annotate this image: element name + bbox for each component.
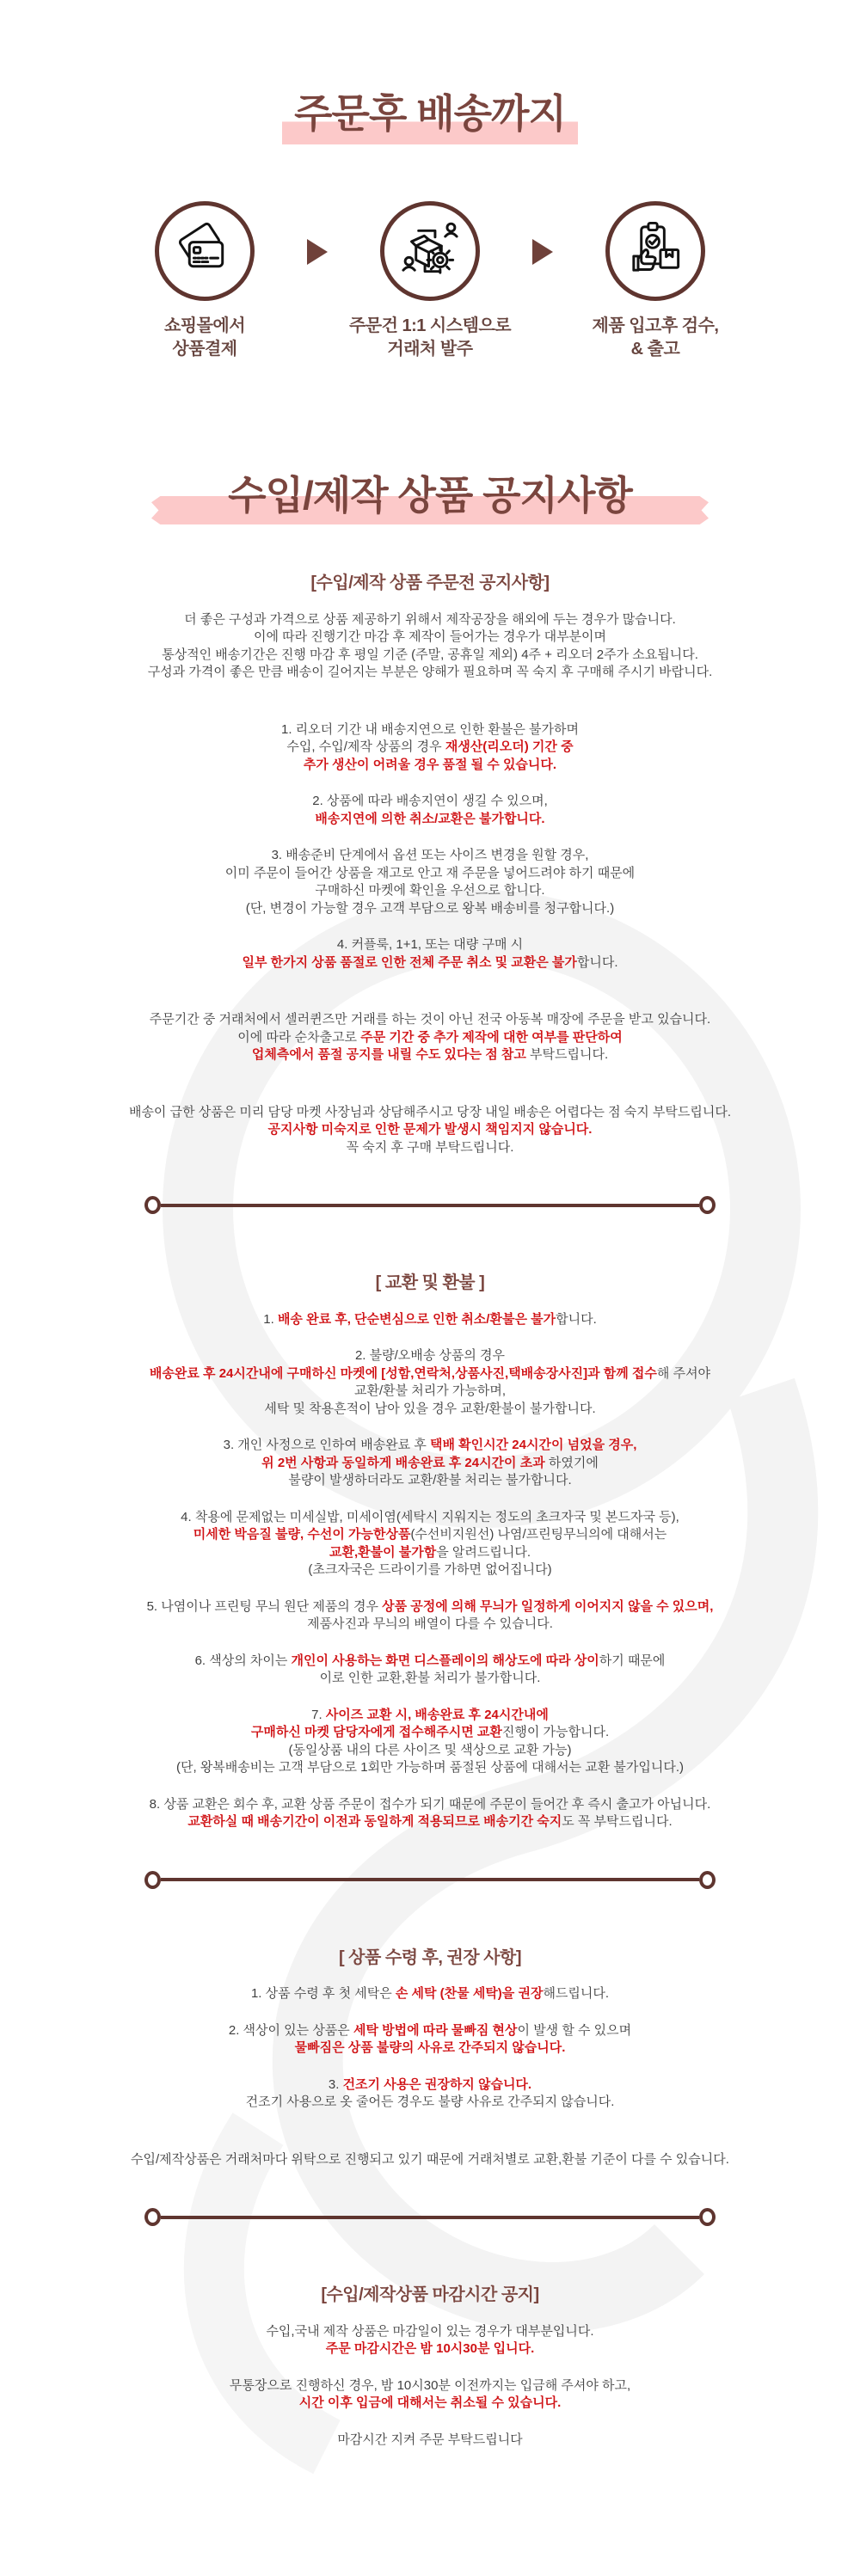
text-line <box>0 882 860 900</box>
text-segment: 이미 주문이 들어간 상품을 재고로 안고 재 주문을 넣어드려야 하기 때문에 <box>224 865 636 880</box>
text-segment: 1. <box>263 1311 278 1327</box>
text-line <box>0 1985 860 2003</box>
text-line <box>0 811 860 829</box>
red-text-segment: 개인이 사용하는 화면 디스플레이의 해상도에 따라 상이 <box>291 1653 599 1668</box>
notice-sections <box>0 574 860 2449</box>
text-segment: 세탁 및 착용흔적이 남아 있을 경우 교환/환불이 불가합니다. <box>264 1401 596 1416</box>
text-segment: 3. 개인 사정으로 인하여 배송완료 후 <box>223 1438 430 1452</box>
section-exchange-refund <box>0 1274 860 1831</box>
text-line <box>0 1670 860 1688</box>
text-line <box>0 954 860 972</box>
red-text-segment: 시간 이후 입금에 대해서는 취소될 수 있습니다. <box>298 2395 562 2410</box>
section-deadline-notice <box>0 2286 860 2449</box>
text-segment: 수입,국내 제작 상품은 마감일이 있는 경우가 대부분입니다. <box>266 2323 594 2339</box>
text-segment: 구성과 가격이 좋은 만큼 배송이 길어지는 부분은 양해가 필요하며 꼭 숙지 후 구매해 주시기 바랍니다. <box>147 665 713 679</box>
order-system-icon <box>398 219 462 283</box>
text-segment: 7. <box>311 1707 326 1722</box>
text-line <box>0 1437 860 1455</box>
text-segment: (동일상품 내의 다른 사이즈 및 색상으로 교환 가능) <box>288 1742 572 1757</box>
step-label: 주문건 1:1 시스템으로 거래처 발주 <box>348 316 512 359</box>
text-line <box>0 1509 860 1527</box>
section-heading: [ 상품 수령 후, 권장 사항] <box>338 1947 522 1967</box>
text-segment: 4. 착용에 문제없는 미세실밥, 미세이염(세탁시 지워지는 정도의 초크자국 및 본드자국 등), <box>181 1509 679 1524</box>
text-line <box>0 2094 860 2112</box>
section-heading: [ 교환 및 환불 ] <box>375 1273 485 1292</box>
text-segment: (초크자국은 드라이기를 가하면 없어집니다) <box>308 1562 552 1577</box>
text-segment: 3. 배송준비 단계에서 옵션 또는 사이즈 변경을 원할 경우, <box>271 848 589 862</box>
page-title-highlight: 주문후 배송까지 <box>282 91 578 144</box>
text-line <box>0 757 860 775</box>
text-line <box>0 1011 860 1029</box>
text-line <box>0 1029 860 1047</box>
notice-block <box>0 793 860 828</box>
red-text-segment: 배송지연에 의한 취소/교환은 불가합니다. <box>315 811 545 826</box>
red-text-segment: 사이즈 교환 시, 배송완료 후 24시간내에 <box>325 1707 549 1722</box>
text-line <box>0 611 860 629</box>
text-segment: 꼭 숙지 후 구매 부탁드립니다. <box>346 1139 514 1155</box>
red-text-segment: 공지사항 미숙지로 인한 문제가 발생시 책임지지 않습니다. <box>267 1122 593 1137</box>
text-line <box>0 2323 860 2341</box>
section-divider <box>144 1196 716 1214</box>
text-line <box>0 1139 860 1157</box>
text-segment: 6. 색상의 차이는 <box>194 1653 292 1668</box>
text-segment: 4. 커플룩, 1+1, 또는 대량 구매 시 <box>336 937 524 952</box>
text-segment: 수입, 수입/제작 상품의 경우 <box>286 739 445 754</box>
red-text-segment: 일부 한가지 상품 품절로 인한 전체 주문 취소 및 교환은 불가 <box>242 954 577 970</box>
red-text-segment: 주문 기간 중 추가 제작에 대한 여부를 판단하여 <box>360 1029 623 1045</box>
text-line <box>0 1598 860 1616</box>
order-process-steps <box>0 201 860 361</box>
text-line <box>0 2151 860 2169</box>
text-line <box>0 1561 860 1579</box>
text-segment: 이 발생 할 수 있으며 <box>517 2022 632 2038</box>
divider-ring-icon <box>699 2208 716 2226</box>
divider-ring-icon <box>699 1871 716 1889</box>
text-segment: 해드립니다. <box>543 1986 610 2001</box>
text-segment: 무통장으로 진행하신 경우, 밤 10시30분 이전까지는 입금해 주셔야 하고, <box>229 2377 631 2393</box>
text-segment: (수선비지원선) 나염/프린팅무늬의에 대해서는 <box>410 1527 667 1542</box>
text-segment: 1. 리오더 기간 내 배송지연으로 인한 환불은 불가하며 <box>281 721 579 737</box>
red-text-segment: 위 2번 사항과 동일하게 배송완료 후 24시간이 초과 <box>261 1455 545 1470</box>
notice-block <box>0 2377 860 2413</box>
notice-block <box>0 2323 860 2358</box>
text-line <box>0 1544 860 1562</box>
text-line <box>0 1724 860 1742</box>
text-segment: (단, 왕복배송비는 고객 부담으로 1회만 가능하며 품절된 상품에 대해서는 교환 불가입니다.) <box>176 1760 684 1775</box>
red-text-segment: 미세한 박음질 불량, 수선이 가능한상품 <box>193 1527 411 1542</box>
step-circle <box>605 201 705 301</box>
notice-block <box>0 2022 860 2058</box>
text-segment: 합니다. <box>576 954 618 970</box>
step-payment <box>102 201 307 361</box>
text-line <box>0 2432 860 2450</box>
text-segment: 을 알려드립니다. <box>436 1544 531 1560</box>
text-line <box>0 739 860 757</box>
notice-block <box>0 1083 860 1157</box>
step-label: 쇼핑몰에서 상품결제 <box>163 316 246 359</box>
text-line <box>0 1526 860 1544</box>
text-line <box>0 1365 860 1383</box>
text-segment: 합니다. <box>556 1311 597 1327</box>
text-line <box>0 2039 860 2058</box>
text-segment: 부탁드립니다. <box>525 1047 609 1062</box>
text-segment: 8. 상품 교환은 회수 후, 교환 상품 주문이 접수가 되기 때문에 주문이 들어간 후 즉시 출고가 아닙니다. <box>149 1796 711 1812</box>
text-segment: 2. 상품에 따라 배송지연이 생길 수 있으며, <box>312 794 548 808</box>
red-text-segment: 교환하실 때 배송기간이 이전과 동일하게 적용되므로 배송기간 숙지 <box>187 1814 562 1829</box>
red-text-segment: 업체측에서 품절 공지를 내릴 수도 있다는 점 참고 <box>251 1047 526 1062</box>
text-line <box>0 1653 860 1671</box>
text-segment: 이에 따라 진행기간 마감 후 제작이 들어가는 경우가 대부분이며 <box>253 629 607 644</box>
red-text-segment: 손 세탁 (찬물 세탁)을 권장 <box>395 1986 544 2001</box>
text-line <box>0 1401 860 1419</box>
text-segment: 진행이 가능합니다. <box>501 1725 610 1739</box>
red-text-segment: 추가 생산이 어려울 경우 품절 될 수 있습니다. <box>303 757 557 772</box>
text-line <box>0 1759 860 1777</box>
text-segment: 수입/제작상품은 거래처마다 위탁으로 진행되고 있기 때문에 거래처별로 교환,환불 기준이 다를 수 있습니다. <box>131 2151 729 2167</box>
notice-block <box>0 701 860 775</box>
text-segment: 더 좋은 구성과 가격으로 상품 제공하기 위해서 제작공장을 해외에 두는 경우가 많습니다. <box>184 611 676 627</box>
text-segment: 주문기간 중 거래처에서 셀러퀸즈만 거래를 하는 것이 아닌 전국 아동복 매장에 주문을 받고 있습니다. <box>149 1012 711 1027</box>
step-circle <box>155 201 255 301</box>
text-segment: 교환/환불 처리가 가능하며, <box>353 1383 507 1398</box>
text-line <box>0 2022 860 2040</box>
notice-block <box>0 611 860 682</box>
text-segment: 하였기에 <box>544 1455 599 1470</box>
notice-block <box>0 2131 860 2169</box>
notice-block <box>0 1985 860 2003</box>
divider-ring-icon <box>144 1196 161 1214</box>
section-heading: [수입/제작 상품 주문전 공지사항] <box>310 573 550 592</box>
red-text-segment: 건조기 사용은 권장하지 않습니다. <box>342 2076 532 2092</box>
red-text-segment: 세탁 방법에 따라 물빠짐 현상 <box>353 2022 518 2038</box>
red-text-segment: 주문 마감시간은 밤 10시30분 입니다. <box>325 2341 535 2356</box>
text-segment: 도 꼭 부탁드립니다. <box>562 1814 673 1829</box>
text-line <box>0 793 860 811</box>
text-line <box>0 1383 860 1401</box>
text-segment: 불량이 발생하더라도 교환/환불 처리는 불가합니다. <box>288 1473 572 1487</box>
text-line <box>0 1455 860 1473</box>
red-text-segment: 재생산(리오더) 기간 중 <box>445 739 574 754</box>
text-line <box>0 900 860 918</box>
text-segment: 통상적인 배송기간은 진행 마감 후 평일 기준 (주말, 공휴일 제외) 4주 + 리오더 2주가 소요됩니다. <box>162 647 698 662</box>
section-divider <box>144 2208 716 2226</box>
text-line <box>0 1311 860 1329</box>
text-segment: 구매하신 마켓에 확인을 우선으로 합니다. <box>315 883 545 898</box>
section-heading: [수입/제작상품 마감시간 공지] <box>321 2285 539 2304</box>
text-line <box>0 2340 860 2358</box>
red-text-segment: 물빠짐은 상품 불량의 사유로 간주되지 않습니다. <box>294 2040 566 2055</box>
notice-block <box>0 1598 860 1634</box>
text-segment: 하기 때문에 <box>599 1653 666 1668</box>
notice-page <box>0 83 860 2449</box>
text-segment: 이에 따라 순차출고로 <box>237 1029 361 1045</box>
red-text-segment: 배송 완료 후, 단순변심으로 인한 취소/환불은 불가 <box>277 1311 556 1327</box>
credit-card-icon <box>173 219 236 283</box>
notice-block <box>0 847 860 917</box>
section-pre-order-notice <box>0 574 860 1156</box>
text-segment: 이로 인한 교환,환불 처리가 불가합니다. <box>319 1671 541 1685</box>
red-text-segment: 상품 공정에 의해 무늬가 일정하게 이어지지 않을 수 있으며, <box>382 1598 714 1614</box>
text-segment: 2. 불량/오배송 상품의 경우 <box>354 1348 506 1363</box>
text-line <box>0 1046 860 1064</box>
red-text-segment: 교환,환불이 불가함 <box>329 1544 437 1560</box>
text-segment: 배송이 급한 상품은 미리 담당 마켓 사장님과 상담해주시고 당장 내일 배송은 어렵다는 점 숙지 부탁드립니다. <box>128 1104 732 1119</box>
step-circle <box>380 201 480 301</box>
text-line <box>0 1796 860 1814</box>
divider-line <box>161 1878 699 1881</box>
text-line <box>0 1813 860 1831</box>
step-inspection <box>553 201 758 361</box>
notice-block <box>0 1707 860 1777</box>
text-line <box>0 721 860 739</box>
text-line <box>0 2076 860 2095</box>
text-line <box>0 664 860 682</box>
step-label: 제품 입고후 검수, & 출고 <box>592 316 719 359</box>
red-text-segment: 택배 확인시간 24시간이 넘었을 경우, <box>430 1438 637 1452</box>
text-segment: (단, 변경이 가능할 경우 고객 부담으로 왕복 배송비를 청구합니다.) <box>245 900 615 916</box>
notice-block <box>0 1653 860 1688</box>
notice-block <box>0 1509 860 1579</box>
text-line <box>0 1121 860 1139</box>
red-text-segment: 구매하신 마켓 담당자에게 접수해주시면 교환 <box>250 1725 502 1739</box>
page-title <box>0 83 860 139</box>
text-line <box>0 936 860 954</box>
text-segment: 3. <box>328 2076 343 2092</box>
notice-block <box>0 936 860 972</box>
notice-banner <box>0 451 860 524</box>
section-divider <box>144 1871 716 1889</box>
goods-inspection-icon <box>624 219 687 283</box>
section-after-receipt <box>0 1949 860 2169</box>
text-line <box>0 1616 860 1634</box>
divider-ring-icon <box>699 1196 716 1214</box>
text-segment: 해 주셔야 <box>656 1365 711 1381</box>
text-line <box>0 629 860 647</box>
text-segment: 1. 상품 수령 후 첫 세탁은 <box>250 1986 396 2001</box>
text-line <box>0 847 860 865</box>
text-line <box>0 2377 860 2395</box>
text-line <box>0 865 860 883</box>
notice-block <box>0 1311 860 1329</box>
notice-block <box>0 1796 860 1831</box>
text-segment: 건조기 사용으로 옷 줄어든 경우도 불량 사유로 간주되지 않습니다. <box>245 2095 615 2109</box>
divider-ring-icon <box>144 1871 161 1889</box>
notice-block <box>0 2432 860 2450</box>
text-line <box>0 1104 860 1122</box>
red-text-segment: 배송완료 후 24시간내에 구매하신 마켓에 [성함,연락처,상품사진,택배송장사진]과 함께 접수 <box>149 1365 657 1381</box>
divider-ring-icon <box>144 2208 161 2226</box>
step-order-system <box>328 201 532 361</box>
notice-block <box>0 2076 860 2112</box>
notice-block <box>0 991 860 1064</box>
text-line <box>0 1347 860 1365</box>
right-arrow-icon <box>532 239 553 265</box>
text-line <box>0 1707 860 1725</box>
text-line <box>0 1742 860 1760</box>
text-segment: 5. 나염이나 프린팅 무늬 원단 제품의 경우 <box>146 1598 383 1614</box>
text-line <box>0 647 860 665</box>
text-line <box>0 2395 860 2413</box>
banner-title: 수입/제작 상품 공지사항 <box>228 473 632 518</box>
right-arrow-icon <box>307 239 328 265</box>
text-segment: 제품사진과 무늬의 배열이 다를 수 있습니다. <box>307 1616 553 1631</box>
text-line <box>0 1472 860 1490</box>
divider-line <box>161 1204 699 1207</box>
divider-line <box>161 2216 699 2219</box>
text-segment: 2. 색상이 있는 상품은 <box>228 2022 353 2038</box>
notice-block <box>0 1437 860 1490</box>
text-segment: 마감시간 지켜 주문 부탁드립니다 <box>337 2432 523 2447</box>
notice-block <box>0 1347 860 1418</box>
